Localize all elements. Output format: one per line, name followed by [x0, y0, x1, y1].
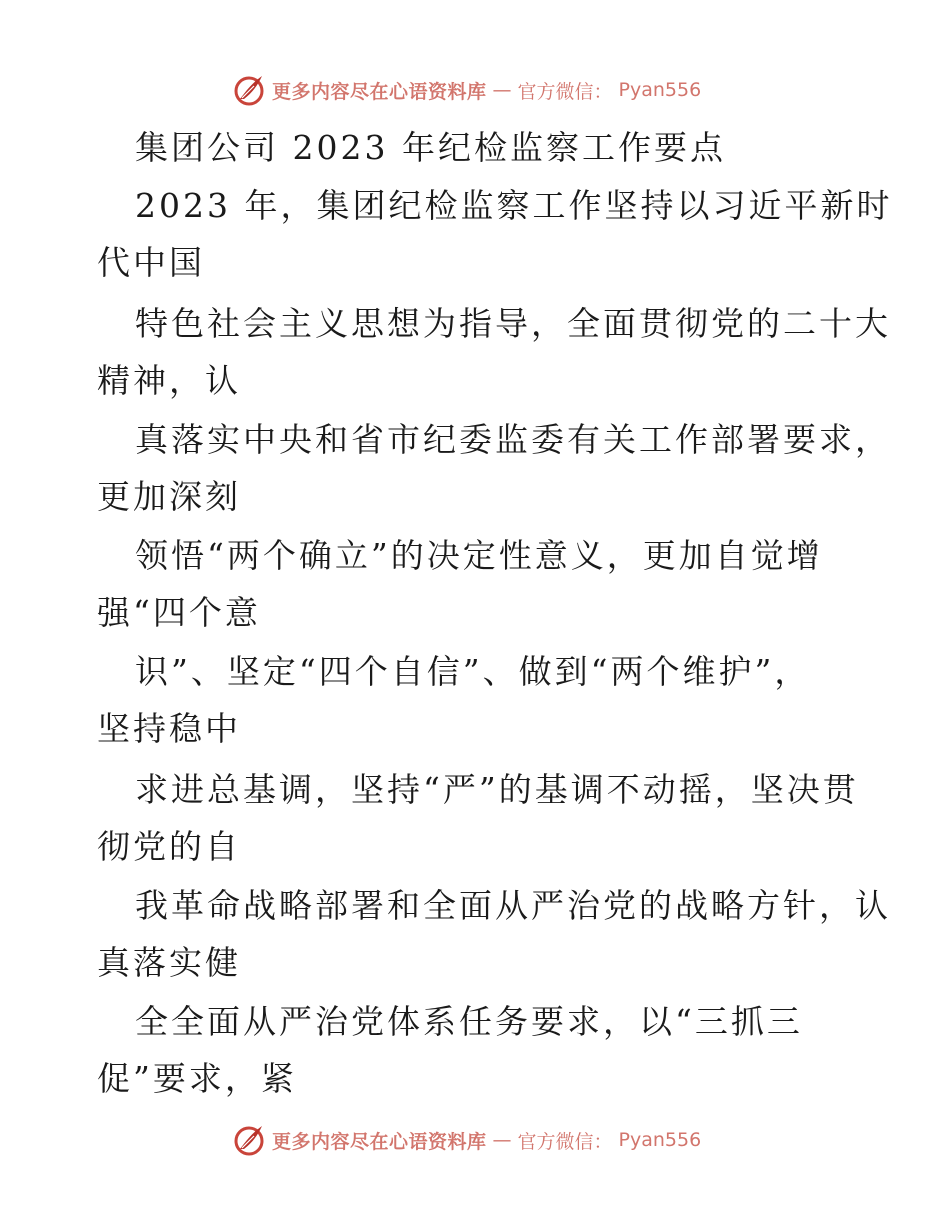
- footer-wechat-id: Pyan556: [618, 1129, 702, 1151]
- paragraph-line-1: 2023 年，集团纪检监察工作坚持以习近平新时: [135, 186, 893, 225]
- header-banner-text: 更多内容尽在心语资料库: [272, 80, 487, 103]
- paragraph-line-4: 精神，认: [97, 361, 241, 400]
- paragraph-line-3: 特色社会主义思想为指导，全面贯彻党的二十大: [135, 304, 891, 343]
- paragraph-line-15: 全全面从严治党体系任务要求，以“三抓三: [135, 1002, 803, 1041]
- quill-pen-logo-icon: [232, 73, 266, 107]
- quill-pen-logo-icon: [232, 1123, 266, 1157]
- header-banner-separator: —: [492, 79, 512, 101]
- paragraph-line-7: 领悟“两个确立”的决定性意义，更加自觉增: [135, 536, 823, 575]
- paragraph-line-9: 识”、坚定“四个自信”、做到“两个维护”，: [135, 652, 811, 691]
- footer-banner: [232, 1120, 701, 1160]
- header-wechat-id: Pyan556: [618, 79, 702, 101]
- paragraph-line-14: 真落实健: [97, 943, 241, 982]
- paragraph-line-5: 真落实中央和省市纪委监委有关工作部署要求，: [135, 420, 891, 459]
- paragraph-line-10: 坚持稳中: [97, 709, 241, 748]
- footer-banner-text: 更多内容尽在心语资料库: [272, 1130, 487, 1153]
- document-title: 集团公司 2023 年纪检监察工作要点: [135, 128, 726, 167]
- paragraph-line-6: 更加深刻: [97, 477, 241, 516]
- paragraph-line-8: 强“四个意: [97, 593, 261, 632]
- paragraph-line-16: 促”要求，紧: [97, 1059, 297, 1098]
- footer-wechat-label: 官方微信：: [517, 1130, 613, 1153]
- paragraph-line-2: 代中国: [97, 243, 205, 282]
- paragraph-line-11: 求进总基调，坚持“严”的基调不动摇，坚决贯: [135, 770, 859, 809]
- header-banner: [232, 70, 701, 110]
- footer-banner-separator: —: [492, 1129, 512, 1151]
- header-wechat-label: 官方微信：: [517, 80, 613, 103]
- paragraph-line-13: 我革命战略部署和全面从严治党的战略方针，认: [135, 886, 891, 925]
- paragraph-line-12: 彻党的自: [97, 827, 241, 866]
